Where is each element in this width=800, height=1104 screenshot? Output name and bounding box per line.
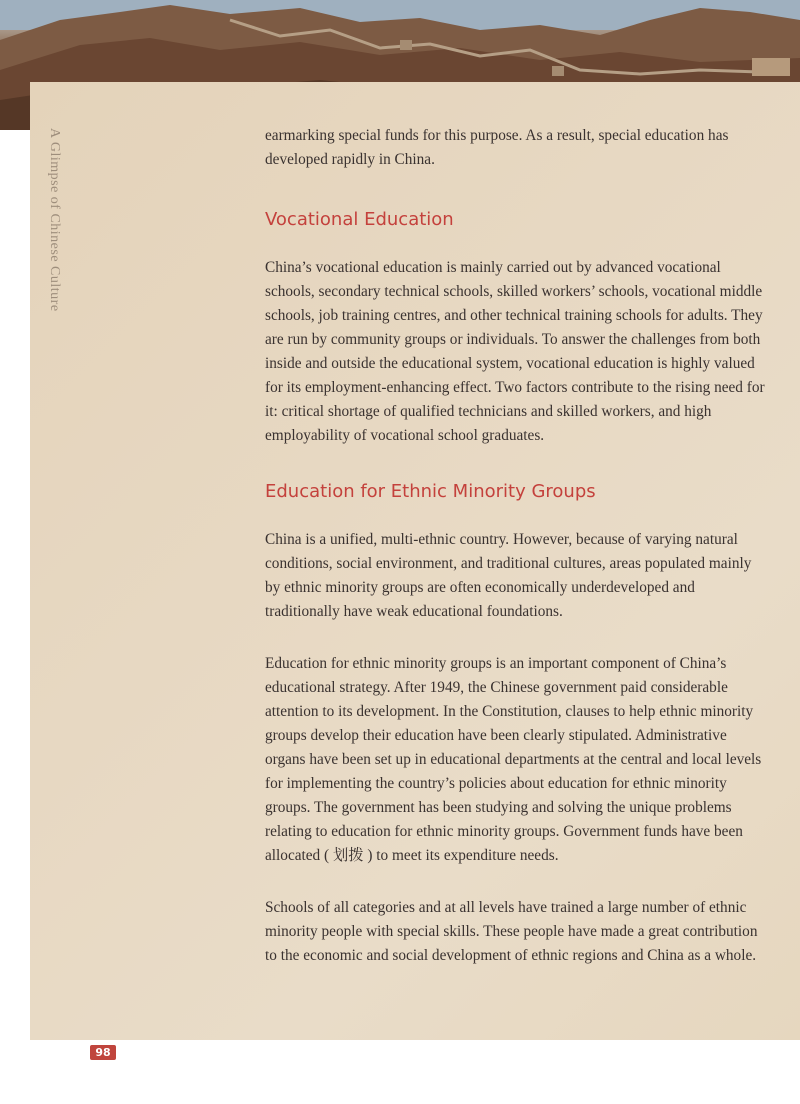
paragraph-intro: earmarking special funds for this purpose. As a result, special education has developed rapidly in China.: [265, 127, 729, 168]
paragraph-ethnic-2: Education for ethnic minority groups is an important component of China’s educational strategy. After 1949, the Chinese government paid considerable attention to its development. In the Constitution, clauses to help ethnic minority groups develop their education have been clearly stipulated. Administrative organs have been set up in educational departments at the central and local levels for implementing the country’s policies about education for ethnic minority groups. The government has been studying and solving the unique problems relating to education for ethnic minority groups. Government funds have been allocated ( 划拨 ) to meet its expenditure needs.: [265, 655, 762, 864]
running-head-book-title: A Glimpse of Chinese Culture: [47, 128, 62, 312]
heading-vocational-education: Vocational Education: [265, 209, 454, 230]
page-number-badge: 98: [90, 1045, 116, 1060]
paragraph-vocational: China’s vocational education is mainly carried out by advanced vocational schools, secondary technical schools, skilled workers’ schools, vocational middle schools, job training centres, and other technical training schools for adults. They are run by community groups or individuals. To answer the challenges from both inside and outside the educational system, vocational education is highly valued for its employment-enhancing effect. Two factors contribute to the rising need for it: critical shortage of qualified technicians and skilled workers, and high employability of vocational school graduates.: [265, 259, 765, 444]
paragraph-ethnic-1: China is a unified, multi-ethnic country. However, because of varying natural conditions, social environment, and traditional cultures, areas populated mainly by ethnic minority groups are often economically underdeveloped and traditionally have weak educational foundations.: [265, 531, 752, 620]
paragraph-ethnic-3: Schools of all categories and at all levels have trained a large number of ethnic minority people with special skills. These people have made a great contribution to the economic and social development of ethnic regions and China as a whole.: [265, 899, 758, 964]
main-text: [265, 124, 765, 968]
heading-ethnic-minority-education: Education for Ethnic Minority Groups: [265, 481, 596, 502]
